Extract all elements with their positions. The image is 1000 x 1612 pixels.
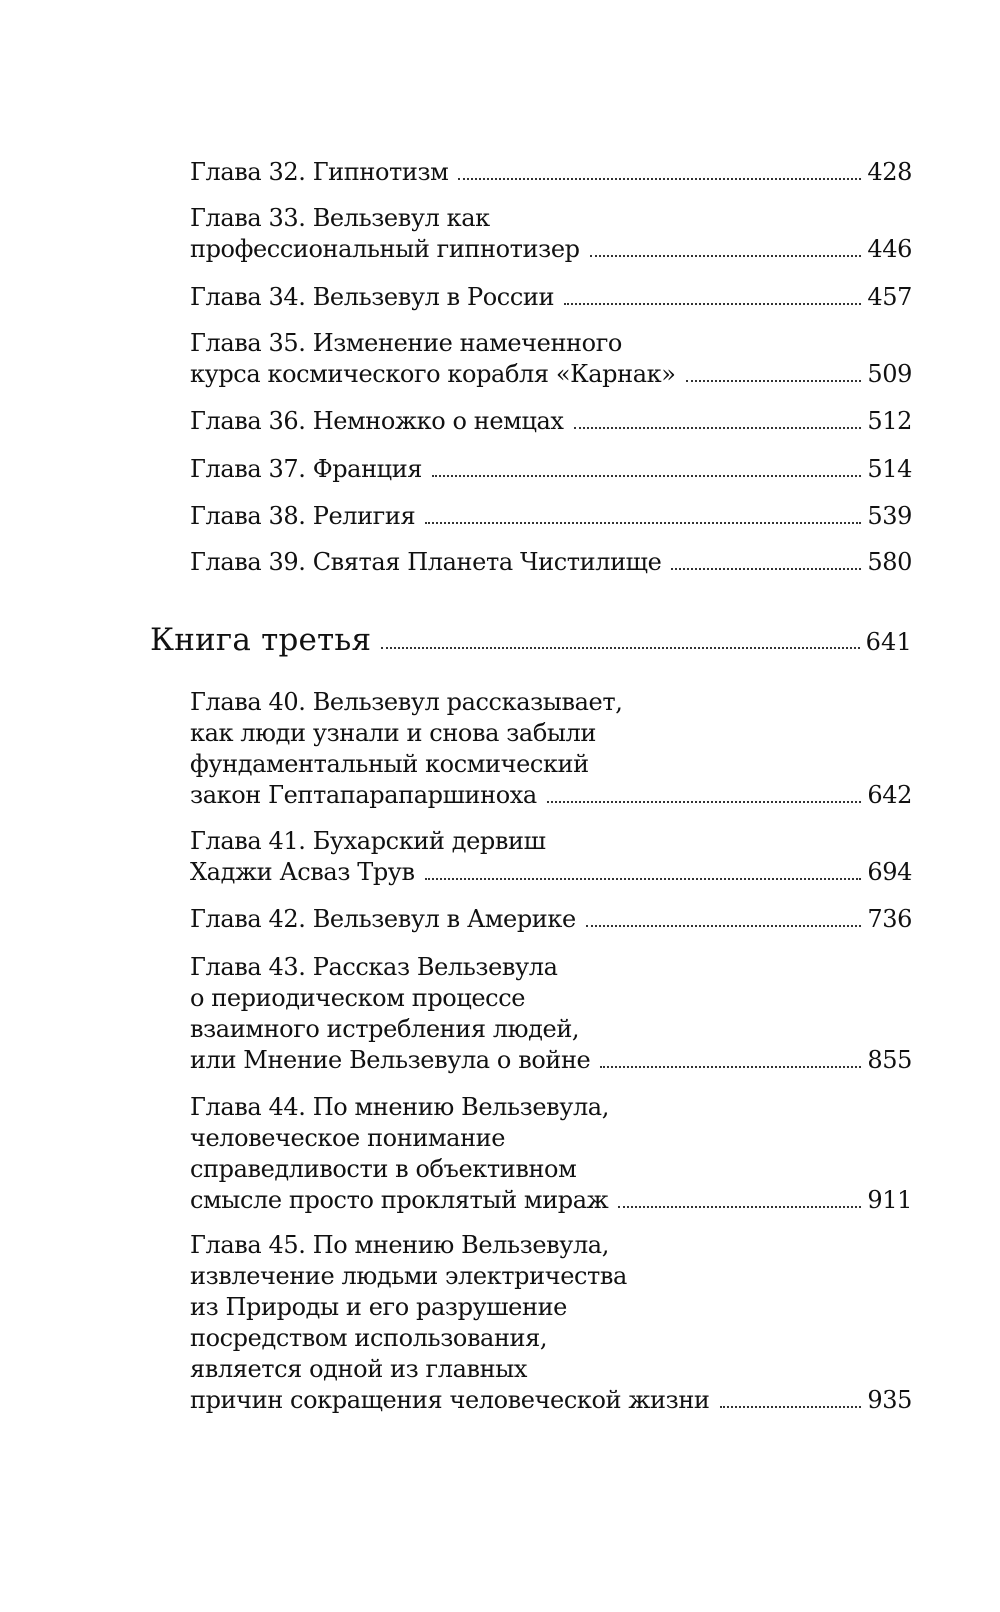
- dot-leader: [600, 1066, 861, 1068]
- toc-entry-title: Глава 43. Рассказ Вельзевула: [190, 953, 558, 981]
- toc-entry-chapter-40[interactable]: [190, 687, 912, 811]
- toc-entry-title: причин сокращения человеческой жизни: [190, 1386, 710, 1414]
- toc-entry-title: о периодическом процессе: [190, 984, 526, 1012]
- toc-entry-chapter-36[interactable]: [190, 406, 912, 437]
- toc-entry-title: Глава 44. По мнению Вельзевула,: [190, 1093, 609, 1121]
- toc-entry-title: извлечение людьми электричества: [190, 1262, 627, 1290]
- toc-entry-chapter-42[interactable]: [190, 904, 912, 935]
- dot-leader: [425, 878, 862, 880]
- toc-page-number: 580: [867, 548, 912, 576]
- toc-entry-title: из Природы и его разрушение: [190, 1293, 567, 1321]
- dot-leader: [590, 255, 862, 257]
- toc-page-number: 855: [867, 1046, 912, 1074]
- toc-page-number: 509: [867, 360, 912, 388]
- toc-page-number: 457: [867, 283, 912, 311]
- toc-page-number: 736: [867, 905, 912, 933]
- dot-leader: [574, 427, 862, 429]
- toc-entry-title: справедливости в объективном: [190, 1155, 577, 1183]
- dot-leader: [547, 801, 862, 803]
- toc-entry-title: посредством использования,: [190, 1324, 548, 1352]
- toc-page-number: 641: [865, 628, 912, 656]
- toc-entry-title: профессиональный гипнотизер: [190, 235, 580, 263]
- toc-entry-title: Глава 45. По мнению Вельзевула,: [190, 1231, 609, 1259]
- toc-page-number: 539: [867, 502, 912, 530]
- dot-leader: [686, 380, 862, 382]
- toc-page-number: 512: [867, 407, 912, 435]
- toc-entry-chapter-33[interactable]: [190, 203, 912, 265]
- toc-entry-title: закон Гептапарапаршиноха: [190, 781, 537, 809]
- dot-leader: [720, 1406, 862, 1408]
- dot-leader: [425, 522, 861, 524]
- toc-entry-title: как люди узнали и снова забыли: [190, 719, 597, 747]
- toc-book-title: Книга третья: [150, 622, 372, 658]
- dot-leader: [586, 925, 862, 927]
- toc-entry-title: человеческое понимание: [190, 1124, 506, 1152]
- toc-entry-title: смысле просто проклятый мираж: [190, 1186, 609, 1214]
- toc-page-number: 642: [867, 781, 912, 809]
- toc-entry-chapter-38[interactable]: [190, 501, 912, 532]
- toc-entry-title: взаимного истребления людей,: [190, 1015, 580, 1043]
- dot-leader: [381, 647, 859, 649]
- toc-entry-title: Глава 32. Гипнотизм: [190, 158, 449, 186]
- toc-entry-title: Глава 40. Вельзевул рассказывает,: [190, 688, 623, 716]
- toc-entry-title: Глава 39. Святая Планета Чистилище: [190, 548, 662, 576]
- toc-page-number: 446: [867, 235, 912, 263]
- dot-leader: [618, 1206, 861, 1208]
- toc-page-number: 514: [867, 455, 912, 483]
- toc-entry-title: Глава 42. Вельзевул в Америке: [190, 905, 576, 933]
- dot-leader: [432, 475, 861, 477]
- toc-entry-chapter-35[interactable]: [190, 328, 912, 390]
- toc-entry-chapter-43[interactable]: [190, 952, 912, 1076]
- toc-entry-chapter-32[interactable]: [190, 157, 912, 188]
- toc-entry-title: Глава 37. Франция: [190, 455, 423, 483]
- toc-entry-book-three[interactable]: [150, 618, 912, 662]
- toc-entry-title: курса космического корабля «Карнак»: [190, 360, 676, 388]
- toc-entry-chapter-45[interactable]: [190, 1230, 912, 1416]
- toc-entry-title: Глава 33. Вельзевул как: [190, 204, 490, 232]
- toc-entry-title: Глава 35. Изменение намеченного: [190, 329, 622, 357]
- toc-entry-title: Глава 36. Немножко о немцах: [190, 407, 564, 435]
- toc-page-number: 935: [867, 1386, 912, 1414]
- toc-page-number: 694: [867, 858, 912, 886]
- toc-entry-title: Глава 38. Религия: [190, 502, 416, 530]
- dot-leader: [458, 178, 861, 180]
- toc-entry-title: Глава 41. Бухарский дервиш: [190, 827, 546, 855]
- toc-entry-title: является одной из главных: [190, 1355, 528, 1383]
- toc-page-number: 428: [867, 158, 912, 186]
- toc-entry-chapter-41[interactable]: [190, 826, 912, 888]
- toc-entry-chapter-34[interactable]: [190, 282, 912, 313]
- toc-entry-title: Глава 34. Вельзевул в России: [190, 283, 555, 311]
- toc-entry-title: Хаджи Асваз Трув: [190, 858, 415, 886]
- dot-leader: [564, 303, 861, 305]
- toc-entry-chapter-37[interactable]: [190, 454, 912, 485]
- toc-entry-title: фундаментальный космический: [190, 750, 589, 778]
- toc-page-number: 911: [867, 1186, 912, 1214]
- toc-entry-chapter-44[interactable]: [190, 1092, 912, 1216]
- dot-leader: [671, 568, 861, 570]
- toc-entry-title: или Мнение Вельзевула о войне: [190, 1046, 591, 1074]
- toc-entry-chapter-39[interactable]: [190, 547, 912, 578]
